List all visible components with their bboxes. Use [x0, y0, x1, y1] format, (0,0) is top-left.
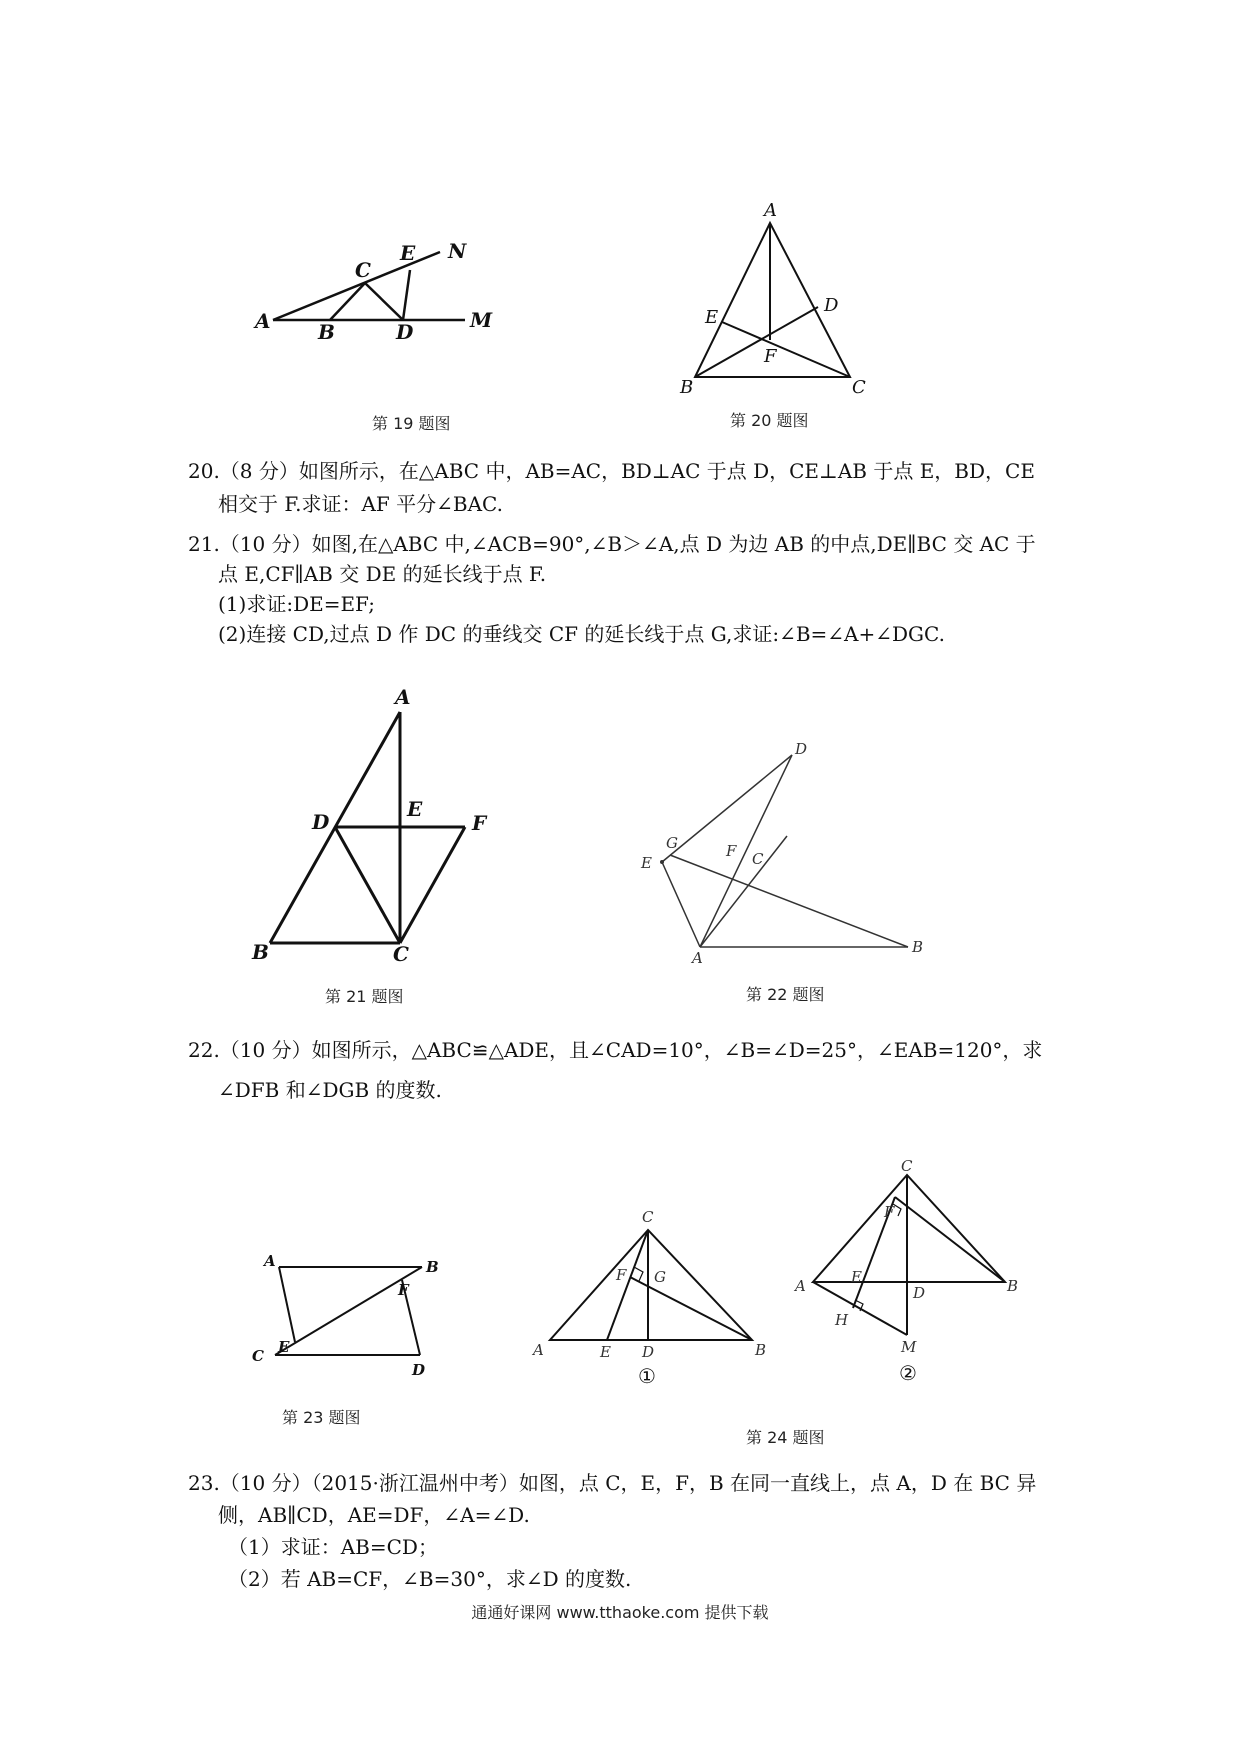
figure-24-1	[530, 1205, 780, 1388]
figure-24-1-drawing	[530, 1205, 780, 1388]
label-f: F	[726, 842, 737, 860]
segment-ad	[700, 755, 792, 947]
question-20-line2: 相交于 F.求证：AF 平分∠BAC.	[218, 492, 503, 516]
label-a: A	[264, 1252, 276, 1270]
segment-ae	[279, 1267, 295, 1342]
triangle-abc	[813, 1175, 1005, 1282]
caption-fig23: 第 23 题图	[282, 1408, 361, 1427]
question-21	[188, 529, 1068, 649]
figure-22	[640, 740, 930, 970]
figure-24-2	[795, 1157, 1035, 1390]
question-23	[188, 1467, 1068, 1595]
question-20-line1: 20.（8 分）如图所示，在△ABC 中，AB=AC，BD⊥AC 于点 D，CE⊥AB 于点 E，BD，CE	[188, 459, 1035, 483]
label-c: C	[252, 1347, 264, 1365]
label-a: A	[395, 685, 411, 709]
label-d: D	[412, 1361, 426, 1379]
label-c: C	[355, 258, 371, 282]
subfigure-label-1: ①	[638, 1364, 656, 1388]
segment-ac	[700, 836, 787, 947]
label-d: D	[642, 1343, 655, 1361]
label-m: M	[470, 308, 493, 332]
figure-19-drawing	[255, 239, 530, 350]
caption-fig20: 第 20 题图	[730, 411, 809, 430]
segment-ce	[722, 322, 850, 377]
label-a: A	[533, 1341, 544, 1359]
label-a: A	[255, 309, 271, 333]
label-d: D	[913, 1284, 926, 1302]
label-m: M	[901, 1338, 917, 1356]
question-21-part1: (1)求证:DE=EF;	[218, 592, 375, 616]
segment-ae	[662, 862, 700, 947]
label-h: H	[835, 1311, 849, 1329]
label-e: E	[407, 797, 423, 821]
label-e: E	[400, 241, 416, 265]
caption-fig22: 第 22 题图	[746, 985, 825, 1004]
figure-20-drawing	[680, 200, 880, 398]
label-e: E	[851, 1268, 862, 1286]
label-c: C	[901, 1157, 913, 1175]
label-f: F	[616, 1266, 627, 1284]
label-c: C	[752, 850, 764, 868]
question-21-line1: 21.（10 分）如图,在△ABC 中,∠ACB=90°,∠B＞∠A,点 D 为边 AB 的中点,DE∥BC 交 AC 于	[188, 532, 1036, 556]
label-b: B	[252, 940, 269, 964]
label-d: D	[824, 295, 839, 316]
label-b: B	[318, 320, 335, 344]
question-20	[188, 455, 1068, 521]
caption-fig21: 第 21 题图	[325, 987, 404, 1006]
label-a: A	[764, 200, 777, 221]
question-22	[188, 1030, 1068, 1110]
segment-fb	[895, 1197, 1005, 1282]
label-c: C	[642, 1208, 654, 1226]
figure-21	[250, 685, 510, 970]
segment-bg	[670, 855, 908, 947]
label-f: F	[884, 1203, 895, 1221]
figure-23	[250, 1250, 450, 1379]
label-c: C	[393, 942, 409, 966]
label-g: G	[666, 834, 678, 852]
label-c: C	[852, 377, 866, 398]
label-d: D	[312, 810, 330, 834]
question-23-line1: 23.（10 分）（2015·浙江温州中考）如图，点 C，E，F，B 在同一直线上，点 A，D 在 BC 异	[188, 1471, 1037, 1495]
segment-fc	[400, 827, 465, 943]
page-footer: 通通好课网 www.tthaoke.com 提供下载	[471, 1603, 769, 1622]
segment-cd	[365, 283, 403, 320]
label-f: F	[764, 346, 777, 367]
point-e	[660, 860, 664, 864]
label-b: B	[755, 1341, 767, 1359]
question-22-line1: 22.（10 分）如图所示，△ABC≌△ADE，且∠CAD=10°，∠B=∠D=25°，∠EAB=120°，求	[188, 1038, 1043, 1062]
figure-19	[255, 239, 530, 350]
label-g: G	[654, 1268, 666, 1286]
label-b: B	[680, 377, 694, 398]
question-23-part1: （1）求证：AB=CD；	[228, 1535, 438, 1559]
question-23-line2: 侧，AB∥CD，AE=DF，∠A=∠D.	[218, 1503, 530, 1527]
label-b: B	[426, 1258, 439, 1276]
segment-ce	[607, 1230, 648, 1340]
question-21-line2: 点 E,CF∥AB 交 DE 的延长线于点 F.	[218, 562, 547, 586]
label-b: B	[912, 938, 924, 956]
label-e: E	[278, 1338, 290, 1356]
label-d: D	[795, 740, 808, 758]
label-a: A	[795, 1277, 806, 1295]
label-b: B	[1007, 1277, 1019, 1295]
label-e: E	[705, 307, 719, 328]
label-e: E	[600, 1343, 611, 1361]
question-23-part2: （2）若 AB=CF，∠B=30°，求∠D 的度数.	[228, 1567, 632, 1591]
figure-20	[680, 200, 880, 398]
label-d: D	[396, 320, 414, 344]
figure-23-drawing	[250, 1250, 450, 1379]
subfigure-label-2: ②	[899, 1361, 917, 1385]
figure-22-drawing	[640, 740, 930, 970]
caption-fig24: 第 24 题图	[746, 1428, 825, 1447]
label-f: F	[398, 1281, 409, 1299]
segment-de	[403, 270, 410, 320]
question-21-part2: (2)连接 CD,过点 D 作 DC 的垂线交 CF 的延长线于点 G,求证:∠B=∠A+∠DGC.	[218, 622, 945, 646]
caption-fig19: 第 19 题图	[372, 414, 451, 433]
label-f: F	[472, 811, 487, 835]
label-e: E	[641, 854, 652, 872]
label-n: N	[448, 239, 467, 263]
figure-21-drawing	[250, 685, 510, 970]
label-a: A	[692, 949, 703, 967]
segment-dc	[335, 827, 400, 943]
question-22-line2: ∠DFB 和∠DGB 的度数.	[218, 1078, 442, 1102]
figure-24-2-drawing	[795, 1157, 1035, 1390]
